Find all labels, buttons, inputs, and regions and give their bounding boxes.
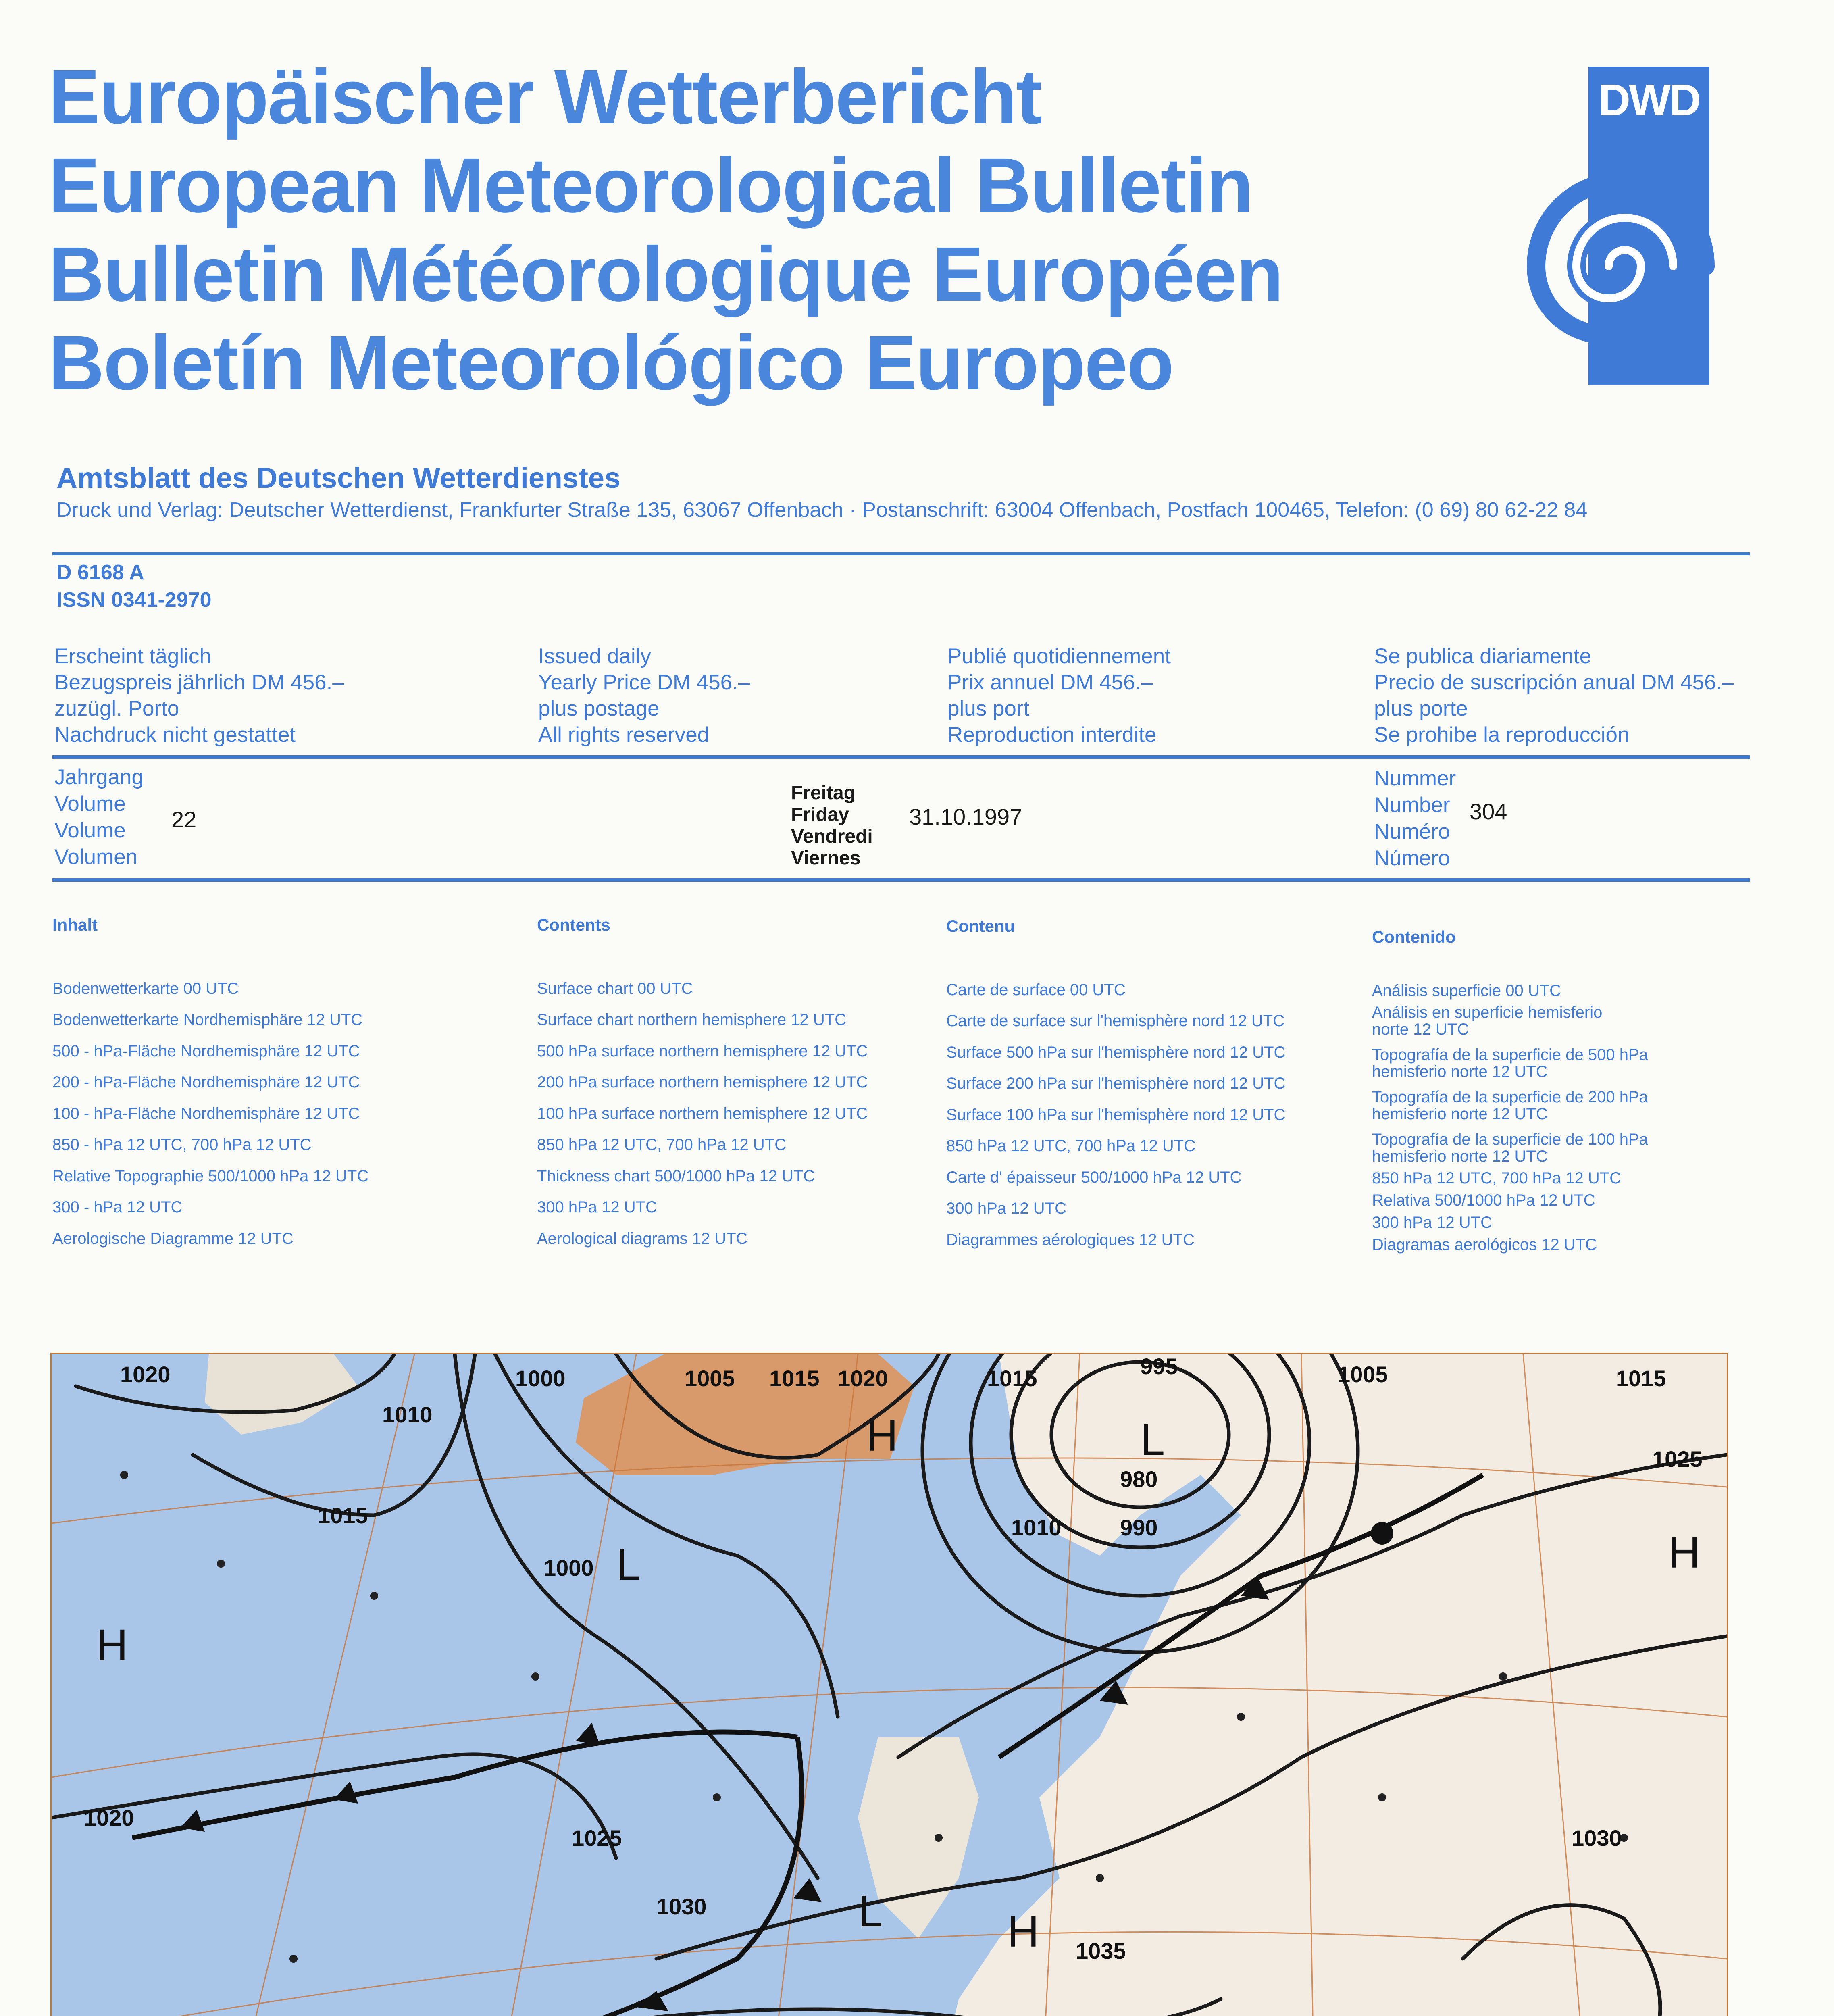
rule: [52, 755, 1750, 759]
high-pressure-center: H: [866, 1411, 898, 1460]
contents-heading: Inhalt: [52, 915, 98, 934]
issue-text: Precio de suscripción anual DM 456.–: [1374, 671, 1734, 694]
isobar-label: 1000: [515, 1366, 566, 1391]
station-dot: [1096, 1874, 1104, 1882]
issn: ISSN 0341-2970: [56, 588, 212, 612]
number-label: Number: [1374, 793, 1450, 817]
contents-item: Relative Topographie 500/1000 hPa 12 UTC: [52, 1167, 369, 1185]
issue-text: plus port: [947, 697, 1030, 721]
issue-text: plus postage: [538, 697, 660, 721]
issue-text: Issued daily: [538, 644, 651, 668]
contents-item: Surface 200 hPa sur l'hemisphère nord 12 UTC: [946, 1075, 1286, 1092]
title-spanish: Boletín Meteorológico Europeo: [48, 319, 1174, 406]
contents-item: Aerological diagrams 12 UTC: [537, 1230, 748, 1248]
contents-item: Diagramas aerológicos 12 UTC: [1372, 1236, 1597, 1254]
issue-text: Se publica diariamente: [1374, 644, 1592, 668]
isobar-label: 1010: [382, 1402, 433, 1427]
contents-item: Carte de surface sur l'hemisphère nord 12 UTC: [946, 1012, 1285, 1030]
rule: [52, 552, 1750, 555]
isobar-label: 1020: [838, 1366, 888, 1391]
contents-column-en: [537, 915, 868, 1248]
contents-column-fr: [946, 916, 1286, 1249]
contents-item: Análisis en superficie hemisferio norte 12 UTC: [1372, 1004, 1603, 1038]
contents-item: 850 hPa 12 UTC, 700 hPa 12 UTC: [537, 1136, 787, 1154]
station-dot: [935, 1834, 943, 1842]
contents-column-es: [1372, 927, 1648, 1254]
station-dot: [217, 1560, 225, 1568]
rule: [52, 878, 1750, 882]
station-dot: [1237, 1713, 1245, 1721]
volume-labels: [54, 764, 144, 871]
isobar-label: 1020: [84, 1805, 134, 1831]
isobar-label: 990: [1120, 1515, 1158, 1540]
station-dot: [120, 1471, 128, 1479]
contents-item: 850 hPa 12 UTC, 700 hPa 12 UTC: [946, 1137, 1196, 1155]
warm-front-symbol: [1371, 1522, 1393, 1545]
low-pressure-center: L: [616, 1540, 641, 1589]
volume-label: Volume: [54, 818, 126, 842]
number-label: Número: [1374, 846, 1450, 870]
contents-heading: Contenido: [1372, 927, 1456, 946]
publisher-address: Druck und Verlag: Deutscher Wetterdienst, Frankfurter Straße 135, 63067 Offenbach · Postanschrift: 63004 Offenbach, Postfach 100465, Telefon: (0 69) 80 62-22 84: [56, 498, 1588, 522]
issue-text: All rights reserved: [538, 723, 710, 747]
isobar-label: 1025: [572, 1825, 622, 1851]
high-pressure-center: H: [1007, 1907, 1039, 1956]
station-dot: [370, 1592, 378, 1600]
issue-text: Nachdruck nicht gestattet: [54, 723, 296, 747]
title-german: Europäischer Wetterbericht: [48, 53, 1041, 140]
contents-item: Surface chart northern hemisphere 12 UTC: [537, 1011, 847, 1029]
issue-text: Yearly Price DM 456.–: [538, 671, 750, 694]
contents-item: 300 hPa 12 UTC: [946, 1200, 1066, 1217]
publisher-title: Amtsblatt des Deutschen Wetterdienstes: [56, 462, 621, 494]
station-dot: [531, 1672, 539, 1681]
contents-item: Surface 100 hPa sur l'hemisphère nord 12 UTC: [946, 1106, 1286, 1124]
issue-number: 304: [1470, 799, 1507, 824]
contents-item: Surface chart 00 UTC: [537, 980, 693, 998]
contents-item: Topografía de la superficie de 500 hPa hemisferio norte 12 UTC: [1372, 1046, 1648, 1081]
issue-text: plus porte: [1374, 697, 1468, 721]
isobar-label: 1005: [1338, 1362, 1388, 1387]
day-label: Freitag: [791, 782, 856, 804]
contents-item: Análisis superficie 00 UTC: [1372, 982, 1561, 1000]
isobar-label: 1025: [1652, 1446, 1703, 1472]
contents-item: 200 hPa surface northern hemisphere 12 UTC: [537, 1073, 868, 1091]
day-label: Vendredi: [791, 826, 873, 847]
issue-column-es: [1374, 643, 1734, 748]
low-pressure-center: L: [1140, 1415, 1165, 1464]
day-labels: [791, 782, 873, 869]
contents-item: Topografía de la superficie de 200 hPa hemisferio norte 12 UTC: [1372, 1088, 1648, 1123]
contents-column-de: [52, 915, 369, 1248]
isobar-label: 1010: [1011, 1515, 1062, 1540]
issue-text: Bezugspreis jährlich DM 456.–: [54, 671, 344, 694]
issue-column-fr: [947, 643, 1171, 748]
station-dot: [1499, 1672, 1507, 1681]
contents-item: Bodenwetterkarte Nordhemisphäre 12 UTC: [52, 1011, 363, 1029]
contents-item: 300 hPa 12 UTC: [1372, 1214, 1492, 1231]
volume-value: 22: [171, 807, 197, 832]
contents-item: Thickness chart 500/1000 hPa 12 UTC: [537, 1167, 815, 1185]
map-drawing: [52, 1354, 1727, 2016]
contents-item: Bodenwetterkarte 00 UTC: [52, 980, 239, 998]
title-block: [48, 52, 1282, 407]
isobar-label: 1015: [318, 1503, 368, 1528]
contents-item: Diagrammes aérologiques 12 UTC: [946, 1231, 1195, 1249]
issue-text: Prix annuel DM 456.–: [947, 671, 1153, 694]
surface-weather-map: [50, 1353, 1728, 2016]
issue-text: zuzügl. Porto: [54, 697, 179, 721]
volume-label: Volume: [54, 792, 126, 816]
title-english: European Meteorological Bulletin: [48, 142, 1253, 229]
issue-column-de: [54, 643, 344, 748]
isobar-label: 980: [1120, 1466, 1158, 1492]
logo-text: DWD: [1598, 75, 1700, 125]
contents-item: 500 hPa surface northern hemisphere 12 UTC: [537, 1042, 868, 1060]
contents-item: 300 - hPa 12 UTC: [52, 1198, 183, 1216]
contents-item: 850 - hPa 12 UTC, 700 hPa 12 UTC: [52, 1136, 312, 1154]
volume-label: Volumen: [54, 845, 138, 869]
number-label: Numéro: [1374, 820, 1450, 843]
contents-item: 850 hPa 12 UTC, 700 hPa 12 UTC: [1372, 1169, 1622, 1187]
isobar-label: 1030: [656, 1894, 707, 1919]
low-pressure-center: L: [858, 1887, 883, 1936]
issue-text: Se prohibe la reproducción: [1374, 723, 1630, 747]
isobar-label: 1035: [1076, 1938, 1126, 1964]
station-dot: [289, 1955, 298, 1963]
isobar-label: 1015: [769, 1366, 820, 1391]
issue-text: Reproduction interdite: [947, 723, 1157, 747]
station-dot: [1378, 1793, 1386, 1801]
day-label: Viernes: [791, 848, 861, 869]
isobar-label: 995: [1140, 1354, 1178, 1379]
publication-code: D 6168 A: [56, 561, 144, 584]
high-pressure-center: H: [96, 1620, 128, 1670]
contents-item: 100 - hPa-Fläche Nordhemisphäre 12 UTC: [52, 1105, 360, 1123]
issue-text: Publié quotidiennement: [947, 644, 1171, 668]
isobar-label: 1015: [1616, 1366, 1666, 1391]
contents-item: 100 hPa surface northern hemisphere 12 UTC: [537, 1105, 868, 1123]
contents-item: 300 hPa 12 UTC: [537, 1198, 657, 1216]
isobar-label: 1030: [1572, 1825, 1622, 1851]
contents-item: Carte d' épaisseur 500/1000 hPa 12 UTC: [946, 1168, 1242, 1186]
isobar-label: 1000: [543, 1555, 594, 1581]
high-pressure-center: H: [1668, 1528, 1701, 1577]
isobar-label: 1005: [685, 1366, 735, 1391]
contents-heading: Contents: [537, 915, 610, 934]
issue-text: Erscheint täglich: [54, 644, 211, 668]
contents-item: Carte de surface 00 UTC: [946, 981, 1126, 999]
contents-item: Relativa 500/1000 hPa 12 UTC: [1372, 1191, 1595, 1209]
number-labels: [1374, 765, 1456, 872]
contents-item: Surface 500 hPa sur l'hemisphère nord 12 UTC: [946, 1043, 1286, 1061]
issue-date: 31.10.1997: [909, 804, 1022, 829]
contents-item: Topografía de la superficie de 100 hPa hemisferio norte 12 UTC: [1372, 1131, 1648, 1165]
contents-heading: Contenu: [946, 916, 1015, 935]
contents-item: 500 - hPa-Fläche Nordhemisphäre 12 UTC: [52, 1042, 360, 1060]
station-dot: [713, 1793, 721, 1801]
isobar-label: 1020: [120, 1362, 171, 1387]
isobar-label: 1015: [987, 1366, 1037, 1391]
issue-column-en: [538, 643, 750, 748]
title-french: Bulletin Météorologique Européen: [48, 231, 1283, 317]
swirl-icon: [1492, 145, 1758, 387]
contents-item: Aerologische Diagramme 12 UTC: [52, 1230, 294, 1248]
contents-item: 200 - hPa-Fläche Nordhemisphäre 12 UTC: [52, 1073, 360, 1091]
volume-label: Jahrgang: [54, 765, 144, 789]
day-label: Friday: [791, 804, 849, 825]
number-label: Nummer: [1374, 766, 1456, 790]
